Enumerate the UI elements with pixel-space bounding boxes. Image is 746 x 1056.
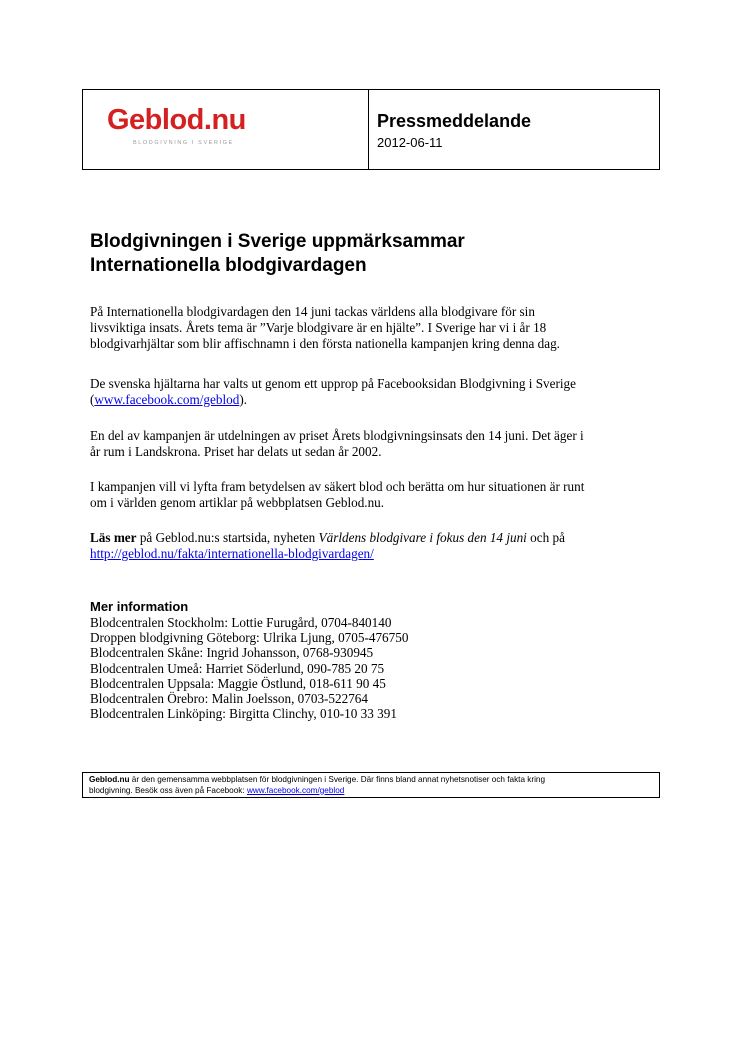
footer-facebook-link[interactable]: www.facebook.com/geblod xyxy=(246,785,345,795)
geblod-logo: Geblod.nu xyxy=(107,104,246,136)
more-info-title: Mer information xyxy=(90,599,189,614)
paren-open: ( xyxy=(90,392,95,407)
contact-item: Blodcentralen Stockholm: Lottie Furugård, 0704-840140 xyxy=(90,615,392,630)
read-more-text: på Geblod.nu:s startsida, nyheten xyxy=(136,530,319,545)
logo-cell xyxy=(83,90,369,169)
paragraph-intro xyxy=(90,304,670,352)
read-more-text: och på xyxy=(526,530,565,545)
facebook-link[interactable]: www.facebook.com/geblod xyxy=(94,392,240,407)
headline-line: Internationella blodgivardagen xyxy=(90,255,367,276)
read-more-label: Läs mer xyxy=(90,530,137,545)
logo-tagline: BLODGIVNING I SVERIGE xyxy=(133,140,234,146)
news-title: Världens blodgivare i fokus den 14 juni xyxy=(318,530,527,545)
paragraph-award xyxy=(90,428,670,460)
footer-box xyxy=(82,772,660,798)
contact-item: Blodcentralen Linköping: Birgitta Clinchy, 010-10 33 391 xyxy=(90,706,397,722)
title-cell xyxy=(369,90,659,169)
contact-item: Blodcentralen Uppsala: Maggie Östlund, 018-611 90 45 xyxy=(90,675,386,691)
paragraph-campaign xyxy=(90,479,670,511)
contact-item: Blodcentralen Umeå: Harriet Söderlund, 090-785 20 75 xyxy=(90,660,385,676)
text-line: om i världen genom artiklar på webbplatsen Geblod.nu. xyxy=(90,495,385,510)
text-line xyxy=(90,530,670,546)
contact-item: Droppen blodgivning Göteborg: Ulrika Ljung, 0705-476750 xyxy=(90,630,409,646)
text-line: år rum i Landskrona. Priset har delats ut sedan år 2002. xyxy=(90,444,382,459)
text-line: På Internationella blodgivardagen den 14 juni tackas världens alla blodgivare för sin xyxy=(90,304,535,319)
text-line xyxy=(90,546,670,562)
doc-date: 2012-06-11 xyxy=(377,135,443,150)
paragraph-heroes xyxy=(90,376,670,408)
text-line: I kampanjen vill vi lyfta fram betydelsen av säkert blod och berätta om hur situationen är runt xyxy=(90,479,585,494)
paragraph-read-more xyxy=(90,530,670,562)
header-table xyxy=(82,89,660,170)
footer-text: är den gemensamma webbplatsen för blodgivningen i Sverige. Där finns bland annat nyhetsnotiser och fakta kring xyxy=(129,775,546,784)
geblod-fakta-link[interactable]: http://geblod.nu/fakta/internationella-blodgivardagen/ xyxy=(90,546,374,561)
footer-line xyxy=(89,775,653,786)
text-line: blodgivarhjältar som blir affischnamn i den första nationella kampanjen kring denna dag. xyxy=(90,336,560,351)
footer-text: blodgivning. Besök oss även på Facebook: xyxy=(89,785,247,795)
headline xyxy=(90,230,650,278)
text-line: livsviktiga insats. Årets tema är ”Varje blodgivare är en hjälte”. I Sverige har vi i år 18 xyxy=(90,320,547,335)
contact-list xyxy=(90,615,408,721)
contact-item: Blodcentralen Örebro: Malin Joelsson, 0703-522764 xyxy=(90,691,368,707)
text-line: De svenska hjältarna har valts ut genom ett upprop på Facebooksidan Blodgivning i Sverige xyxy=(90,376,576,391)
doc-type-title: Pressmeddelande xyxy=(377,111,532,131)
footer-line xyxy=(89,786,653,797)
text-line: En del av kampanjen är utdelningen av priset Årets blodgivningsinsats den 14 juni. Det äger i xyxy=(90,428,584,443)
footer-brand: Geblod.nu xyxy=(89,775,130,784)
paren-close: ). xyxy=(239,392,248,407)
text-line xyxy=(90,392,670,408)
contact-item: Blodcentralen Skåne: Ingrid Johansson, 0768-930945 xyxy=(90,645,374,661)
headline-line: Blodgivningen i Sverige uppmärksammar xyxy=(90,231,465,252)
